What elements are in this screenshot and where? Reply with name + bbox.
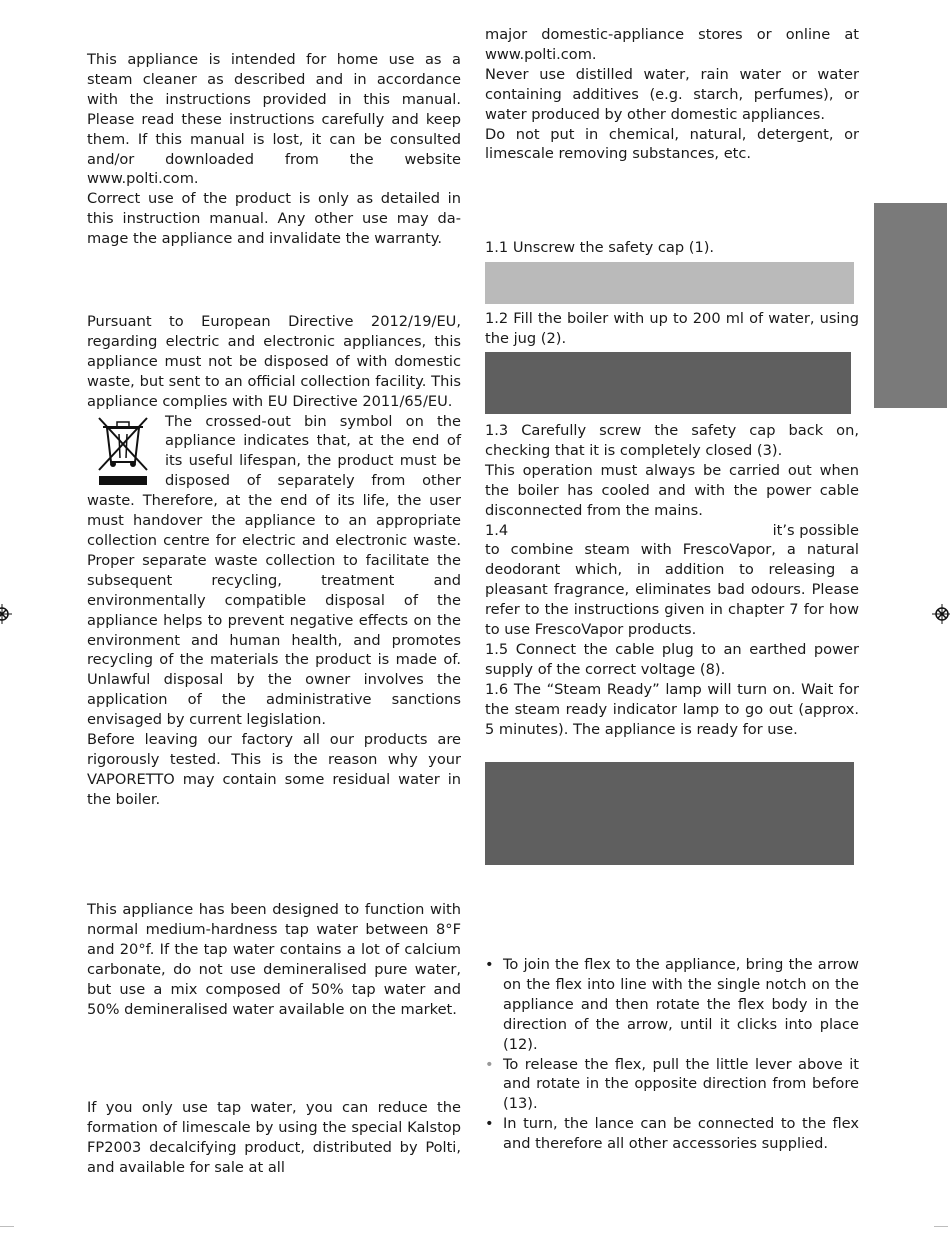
step-1-2-text: 1.2 Fill the boiler with up to 200 ml of water, using the jug (2). bbox=[485, 310, 859, 347]
correct-use-paragraph: Correct use of the product is only as detailed in this instruction manual. Any other use may damage the appliance and invalidate the warranty. bbox=[87, 190, 461, 248]
step-1-6-text: 1.6 The “Steam Ready” lamp will turn on. Wait for the steam ready indicator lamp to go out (approx. 5 minutes). The appliance is ready for use. bbox=[485, 680, 859, 738]
intro-paragraph: This appliance is intended for home use as a steam cleaner as described and in accordance with the instructions provided in this manual. Please read these instructions carefully and keep them. If this manual is lost, it can be consulted and/or downloaded from the website www.polti.com. bbox=[87, 51, 461, 188]
step-1-1 bbox=[485, 238, 859, 258]
water-hardness-paragraph: This appliance has been designed to function with normal medium-hardness tap water between 8°F and 20°f. If the tap water contains a lot of calcium carbonate, do not use demineralised pure water, but use a mix composed of 50% tap water and 50% demineralised water available on the market. bbox=[87, 901, 461, 1018]
registration-mark-left-icon bbox=[0, 604, 12, 624]
left-column-limescale bbox=[87, 1098, 461, 1178]
language-side-tab bbox=[874, 203, 947, 408]
limescale-paragraph: If you only use tap water, you can reduce the formation of limescale by using the special Kalstop FP2003 decalcifying product, distributed by Polti, and available for sale at all bbox=[87, 1099, 461, 1176]
list-item bbox=[485, 1114, 859, 1154]
flex-instructions bbox=[485, 955, 859, 1154]
step-1-2 bbox=[485, 309, 859, 349]
left-column bbox=[87, 50, 461, 249]
never-water-paragraph: Never use distilled water, rain water or water containing additives (e.g. starch, perfumes), or water produced by other domestic appliances. bbox=[485, 65, 859, 123]
flex-bullet-list bbox=[485, 955, 859, 1154]
step-note-text: This operation must always be carried out when the boiler has cooled and with the power cable disconnected from the mains. bbox=[485, 461, 859, 519]
factory-paragraph: Before leaving our factory all our products are rigorously tested. This is the reason why your VAPORETTO may contain some residual water in the boiler. bbox=[87, 731, 461, 808]
bullet-text: To join the flex to the appliance, bring the arrow on the flex into line with the single notch on the appliance and then rotate the flex body in the direction of the arrow, until it clicks into place (12). bbox=[503, 956, 859, 1053]
crossed-bin-icon bbox=[93, 414, 159, 488]
bullet-text: To release the flex, pull the little lever above it and rotate in the opposite direction from before (13). bbox=[503, 1055, 859, 1113]
step-1-3-text: 1.3 Carefully screw the safety cap back on, checking that it is completely closed (3). bbox=[485, 422, 859, 459]
left-column-water bbox=[87, 900, 461, 1019]
bin-symbol-paragraph: The crossed-out bin symbol on the appliance indicates that, at the end of its useful lifespan, the product must be disposed of separately from other waste. Therefore, at the end of its life, the user must handover the appliance to an appropriate collection centre for electric and electronic waste. Proper separate waste collection to facilitate the subsequent recycling, treatment and environmentally compatible disposal of the appliance helps to prevent negative effects on the environment and human health, and promotes recycling of the materials the product is made of. Unlawful disposal by the owner involves the application of the administrative sanctions envisaged by current legislation. bbox=[87, 412, 461, 729]
step-1-4-heading: it’s possible bbox=[772, 521, 859, 539]
warning-box-large bbox=[485, 762, 854, 865]
left-column-disposal bbox=[87, 312, 461, 810]
bullet-dot: • bbox=[485, 956, 494, 973]
step-1-5-text: 1.5 Connect the cable plug to an earthed power supply of the correct voltage (8). bbox=[485, 640, 859, 678]
list-item bbox=[485, 955, 859, 1055]
no-chemicals-paragraph: Do not put in chemical, natural, detergent, or limescale removing substances, etc. bbox=[485, 125, 859, 163]
warning-box-dark bbox=[485, 352, 851, 414]
steps-1-3-to-1-6 bbox=[485, 421, 859, 740]
directive-paragraph: Pursuant to European Directive 2012/19/EU, regarding electric and electronic appliances, this appliance must not be disposed of with domestic waste, but sent to an official collection facility. This appliance complies with EU Directive 2011/65/EU. bbox=[87, 313, 461, 410]
trim-mark bbox=[0, 1226, 14, 1227]
list-item bbox=[485, 1055, 859, 1115]
step-1-4-head bbox=[485, 521, 859, 541]
warning-box-light bbox=[485, 262, 854, 304]
step-1-1-text: 1.1 Unscrew the safety cap (1). bbox=[485, 239, 715, 256]
step-1-4-number: 1.4 bbox=[485, 521, 509, 539]
right-column-top bbox=[485, 25, 859, 164]
step-1-4-body: to combine steam with FrescoVapor, a natural deodorant which, in addition to releasing a pleasant fragrance, eliminates bad odours. Please refer to the instructions given in chapter 7 for how to use FrescoVapor products. bbox=[485, 541, 859, 639]
registration-mark-right-icon bbox=[932, 604, 950, 624]
bullet-text: In turn, the lance can be connected to the flex and therefore all other accessories supplied. bbox=[503, 1115, 859, 1153]
trim-mark bbox=[934, 1226, 948, 1227]
bullet-dot: • bbox=[485, 1055, 494, 1073]
continuation-paragraph: major domestic-appliance stores or online at www.polti.com. bbox=[485, 26, 859, 63]
bullet-dot: • bbox=[485, 1115, 494, 1133]
